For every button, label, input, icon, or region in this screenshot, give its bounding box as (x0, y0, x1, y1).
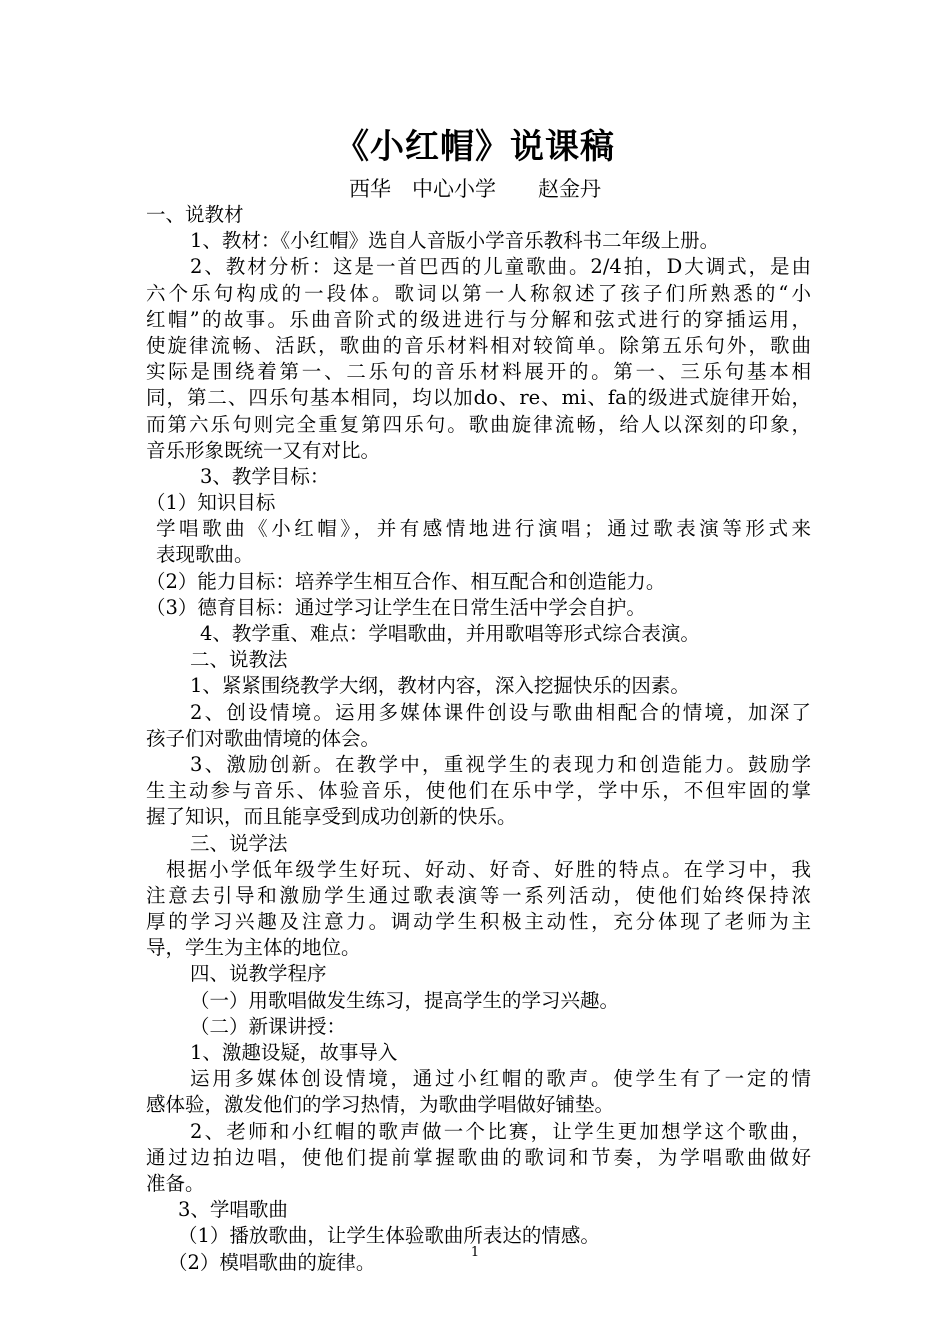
body-line: 使旋律流畅、活跃，歌曲的音乐材料相对较简单。除第五乐句外，歌曲 (146, 333, 811, 357)
body-line: （2）能力目标：培养学生相互合作、相互配合和创造能力。 (146, 569, 666, 593)
body-line: （1）播放歌曲，让学生体验歌曲所表达的情感。 (178, 1224, 600, 1248)
document-body (146, 202, 811, 1276)
body-line: 而第六乐句则完全重复第四乐句。歌曲旋律流畅，给人以深刻的印象， (146, 412, 811, 436)
body-line: （一）用歌唱做发生练习，提高学生的学习兴趣。 (190, 988, 620, 1012)
body-line: 学唱歌曲《小红帽》，并有感情地进行演唱；通过歌表演等形式来 (156, 517, 811, 541)
body-line: 音乐形象既统一又有对比。 (146, 438, 381, 462)
body-line: 导，学生为主体的地位。 (146, 936, 361, 960)
body-line: 2、老师和小红帽的歌声做一个比赛，让学生更加想学这个歌曲， (190, 1119, 811, 1143)
body-line: 根据小学低年级学生好玩、好动、好奇、好胜的特点。在学习中，我 (166, 857, 811, 881)
body-line: 孩子们对歌曲情境的体会。 (146, 726, 381, 750)
body-line: （2）模唱歌曲的旋律。 (168, 1250, 376, 1274)
document-title: 《小红帽》说课稿 (335, 127, 615, 167)
body-line: 3、学唱歌曲 (178, 1198, 288, 1222)
body-line: 四、说教学程序 (190, 962, 327, 986)
body-line: 三、说学法 (190, 831, 288, 855)
body-line: 2、创设情境。运用多媒体课件创设与歌曲相配合的情境，加深了 (190, 700, 811, 724)
body-line: 同，第二、四乐句基本相同，均以加do、re、mi、fa的级进式旋律开始， (146, 386, 811, 410)
body-line: 一、说教材 (146, 203, 244, 226)
body-line: 实际是围绕着第一、二乐句的音乐材料展开的。第一、三乐句基本相 (146, 360, 811, 384)
body-line: 运用多媒体创设情境，通过小红帽的歌声。使学生有了一定的情 (190, 1067, 811, 1091)
body-line: （3）德育目标：通过学习让学生在日常生活中学会自护。 (146, 595, 646, 619)
body-line: 3、激励创新。在教学中，重视学生的表现力和创造能力。鼓励学 (190, 752, 811, 776)
body-line: 六个乐句构成的一段体。歌词以第一人称叙述了孩子们所熟悉的“小 (146, 281, 811, 305)
document-subtitle: 西华 中心小学 赵金丹 (349, 177, 601, 201)
body-line: 注意去引导和激励学生通过歌表演等一系列活动，使他们始终保持浓 (146, 883, 811, 907)
body-line: 红帽”的故事。乐曲音阶式的级进进行与分解和弦式进行的穿插运用， (146, 307, 811, 331)
body-line: 准备。 (146, 1171, 205, 1195)
body-line: 厚的学习兴趣及注意力。调动学生积极主动性，充分体现了老师为主 (146, 910, 811, 934)
body-line: 2、教材分析：这是一首巴西的儿童歌曲。2/4拍，D大调式，是由 (190, 255, 811, 279)
body-line: 二、说教法 (190, 648, 288, 672)
body-line: （1）知识目标 (146, 491, 276, 515)
body-line: 表现歌曲。 (156, 543, 254, 567)
body-line: 感体验，激发他们的学习热情，为歌曲学唱做好铺垫。 (146, 1093, 615, 1117)
page-number: 1 (470, 1245, 480, 1260)
body-line: 1、激趣设疑，故事导入 (190, 1041, 398, 1064)
body-line: 1、紧紧围绕教学大纲，教材内容，深入挖掘快乐的因素。 (190, 674, 690, 698)
body-line: 1、教材：《小红帽》选自人音版小学音乐教科书二年级上册。 (190, 229, 720, 253)
body-line: （二）新课讲授： (190, 1014, 347, 1038)
body-line: 3、教学目标： (200, 464, 330, 488)
body-line: 4、教学重、难点：学唱歌曲，并用歌唱等形式综合表演。 (200, 622, 700, 645)
body-line: 通过边拍边唱，使他们提前掌握歌曲的歌词和节奏，为学唱歌曲做好 (146, 1145, 811, 1169)
body-line: 生主动参与音乐、体验音乐，使他们在乐中学，学中乐，不但牢固的掌 (146, 779, 811, 803)
body-line: 握了知识，而且能享受到成功创新的快乐。 (146, 805, 517, 829)
